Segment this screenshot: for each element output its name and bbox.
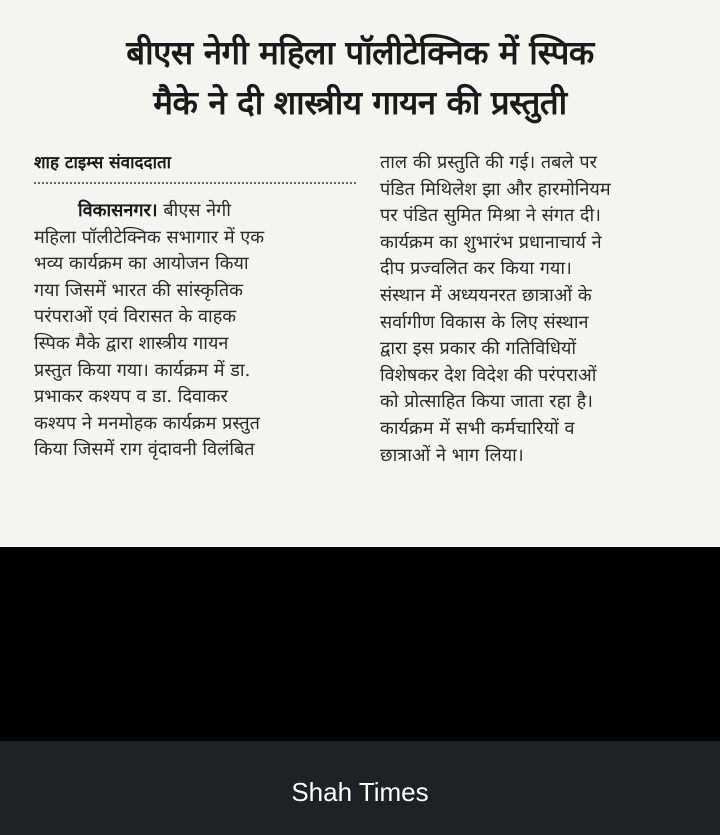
- headline-line-1: बीएस नेगी महिला पॉलीटेक्निक में स्पिक: [126, 33, 594, 72]
- article-line: किया जिसमें राग वृंदावनी विलंबित: [34, 439, 255, 461]
- article-line: प्रस्तुत किया गया। कार्यक्रम में डा.: [34, 359, 251, 381]
- article-line: महिला पॉलीटेक्निक सभागार में एक: [34, 226, 265, 248]
- article-line: गया जिसमें भारत की सांस्कृतिक: [34, 279, 243, 301]
- article-line: कार्यक्रम का शुभारंभ प्रधानाचार्य ने: [380, 231, 602, 253]
- article-line: को प्रोत्साहित किया जाता रहा है।: [380, 391, 593, 413]
- article-line-text: बीएस नेगी: [163, 200, 231, 221]
- article-line: पर पंडित सुमित मिश्रा ने संगत दी।: [380, 205, 601, 227]
- caption-bar: [0, 741, 720, 835]
- dateline: विकासनगर।: [78, 200, 158, 221]
- article-line: [34, 198, 356, 225]
- article-line: भव्य कार्यक्रम का आयोजन किया: [34, 253, 249, 275]
- article-line: कार्यक्रम में सभी कर्मचारियों व: [380, 417, 575, 439]
- headline-line-2: मैके ने दी शास्त्रीय गायन की प्रस्तुती: [153, 83, 567, 122]
- byline: शाह टाइम्स संवाददाता: [34, 150, 356, 184]
- article-column-left: [34, 150, 356, 464]
- caption-text: Shah Times: [291, 777, 429, 807]
- article-line: विशेषकर देश विदेश की परंपराओं: [380, 364, 597, 386]
- article-line: परंपराओं एवं विरासत के वाहक: [34, 306, 237, 328]
- article-line: दीप प्रज्वलित कर किया गया।: [380, 258, 572, 280]
- article-line: स्पिक मैके द्वारा शास्त्रीय गायन: [34, 332, 229, 354]
- article-line: सर्वागीण विकास के लिए संस्थान: [380, 311, 589, 333]
- article-line: प्रभाकर कश्यप व डा. दिवाकर: [34, 386, 228, 408]
- article-line: द्वारा इस प्रकार की गतिविधियों: [380, 338, 577, 360]
- article-line: पंडित मिथिलेश झा और हारमोनियम: [380, 178, 611, 200]
- article-line: छात्राओं ने भाग लिया।: [380, 444, 524, 466]
- article-column-right: [380, 150, 688, 469]
- headline: [20, 28, 700, 128]
- article-line: कश्यप ने मनमोहक कार्यक्रम प्रस्तुत: [34, 412, 260, 434]
- article-line: ताल की प्रस्तुति की गई। तबले पर: [380, 152, 597, 173]
- article-line: संस्थान में अध्ययनरत छात्राओं के: [380, 284, 592, 306]
